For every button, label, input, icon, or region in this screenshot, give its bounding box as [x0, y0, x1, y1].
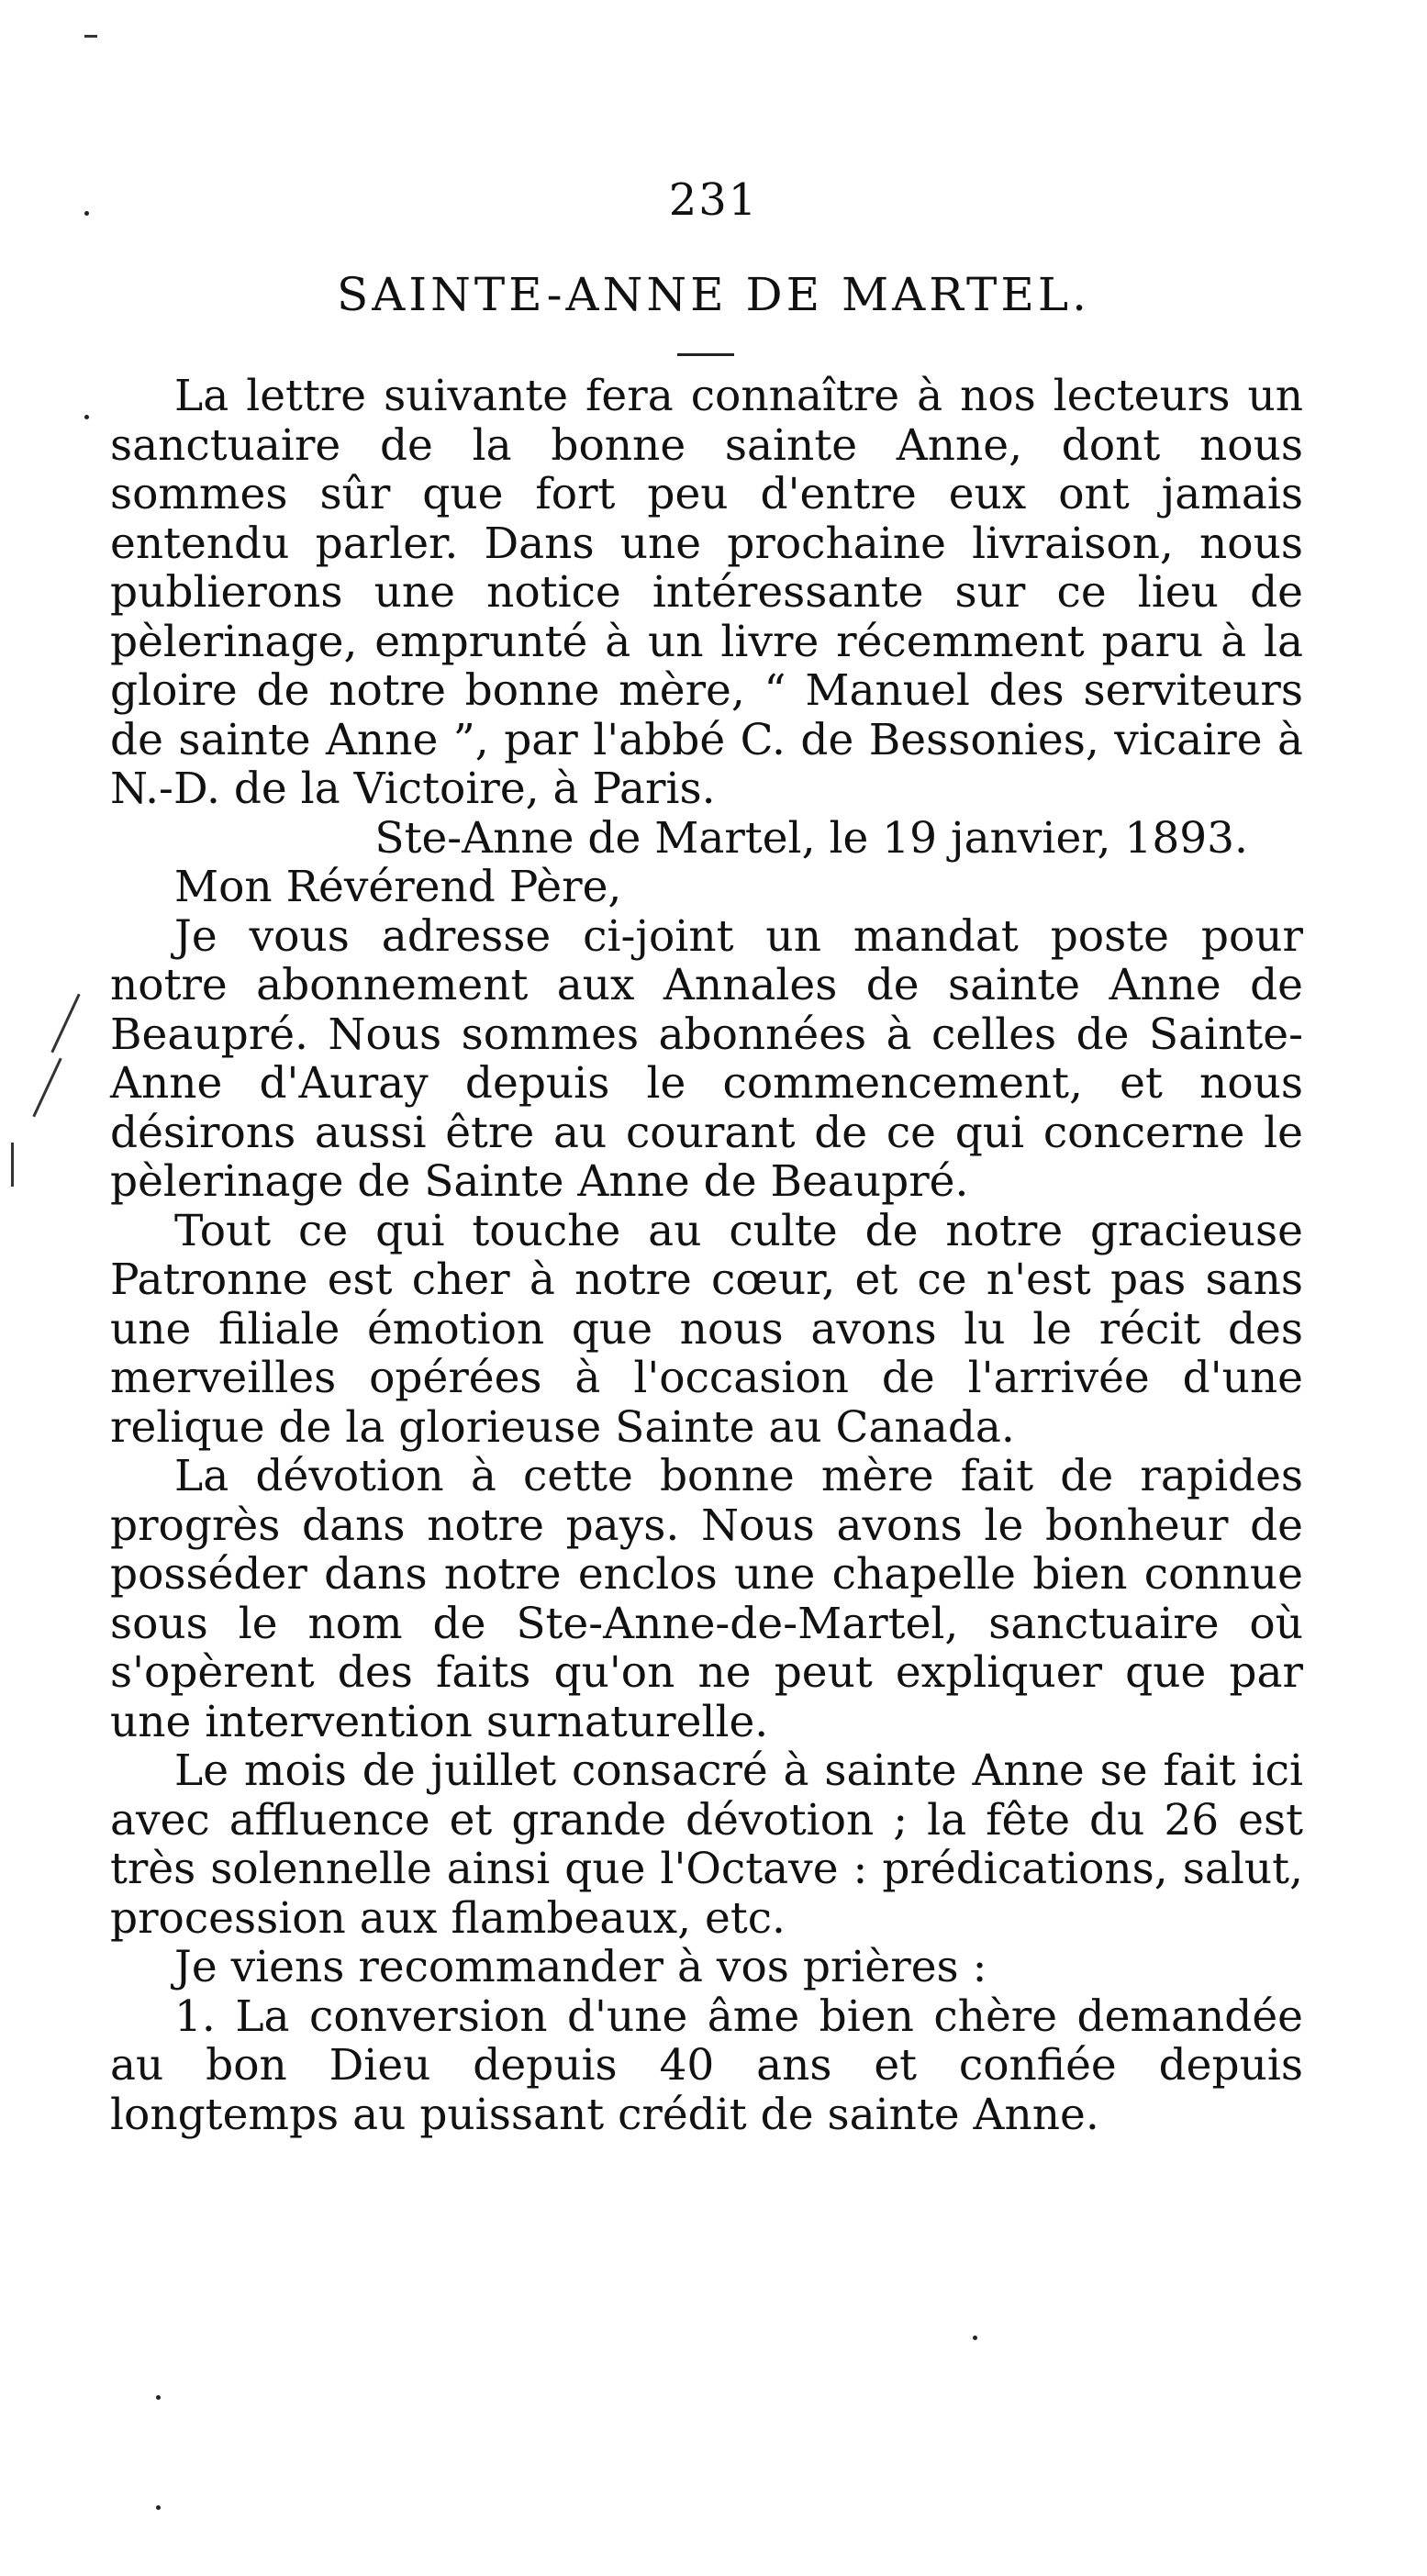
title-rule	[677, 353, 734, 356]
list-item: 1. La conversion d'une âme bien chère demandée au bon Dieu depuis 40 ans et confiée depuis longtemps au puissant crédit de sainte Anne.	[110, 1991, 1303, 2140]
letter-salutation: Mon Révérend Père,	[174, 862, 622, 912]
intro-paragraph: La lettre suivante fera connaître à nos lecteurs un sanctuaire de la bonne sainte Anne, dont nous sommes sûr que fort peu d'entre eux ont jamais entendu parler. Dans une prochaine livraison, nous publierons une notice intéressante sur ce lieu de pèlerinage, emprunté à un livre récemment paru à la gloire de notre bonne mère, “ Manuel des serviteurs de sainte Anne ”, par l'abbé C. de Bessonies, vicaire à N.-D. de la Victoire, à Paris.	[110, 371, 1303, 814]
letter-paragraph: Je vous adresse ci-joint un mandat poste pour notre abonnement aux Annales de sainte Anne de Beaupré. Nous sommes abonnées à celles de Sainte-Anne d'Auray depuis le commencement, et nous désirons aussi être au courant de ce qui concerne le pèlerinage de Sainte Anne de Beaupré.	[110, 910, 1303, 1207]
scan-dot	[973, 2336, 977, 2340]
scan-mark	[84, 35, 97, 38]
margin-stroke	[11, 1143, 14, 1187]
scan-dot	[156, 2505, 161, 2510]
letter-paragraph: Tout ce qui touche au culte de notre gracieuse Patronne est cher à notre cœur, et ce n'est pas sans une filiale émotion que nous avons lu le récit des merveilles opérées à l'occasion de l'arrivée d'une relique de la glorieuse Sainte au Canada.	[110, 1205, 1303, 1453]
margin-stroke	[32, 1058, 61, 1118]
scan-dot	[156, 2395, 161, 2400]
page-number: 231	[668, 174, 759, 226]
article-title: SAINTE-ANNE DE MARTEL.	[336, 268, 1091, 321]
article-body	[110, 372, 1303, 2139]
letter-paragraph: Je viens recommander à vos prières :	[174, 1942, 987, 1992]
letter-dateline: Ste-Anne de Martel, le 19 janvier, 1893.	[374, 812, 1248, 864]
margin-stroke	[50, 994, 80, 1054]
scan-dot	[84, 415, 89, 419]
letter-paragraph: La dévotion à cette bonne mère fait de rapides progrès dans notre pays. Nous avons le bonheur de posséder dans notre enclos une chapelle bien connue sous le nom de Ste-Anne-de-Martel, sanctuaire où s'opèrent des faits qu'on ne peut expliquer que par une intervention surnaturelle.	[110, 1451, 1303, 1747]
letter-paragraph: Le mois de juillet consacré à sainte Anne se fait ici avec affluence et grande dévotion ; la fête du 26 est très solennelle ainsi que l'Octave : prédications, salut, procession aux flambeaux, etc.	[110, 1745, 1303, 1944]
